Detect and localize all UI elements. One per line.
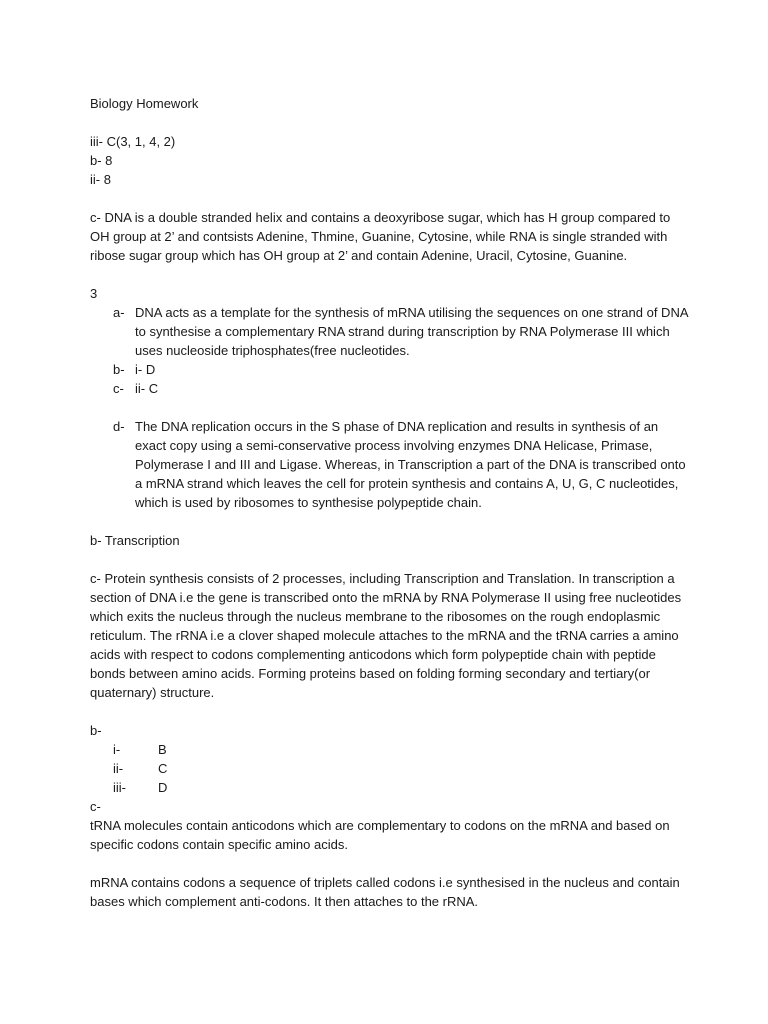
list-item bbox=[90, 379, 690, 398]
list-marker: b- bbox=[113, 362, 125, 377]
list-item bbox=[90, 303, 690, 360]
list-item bbox=[90, 360, 690, 379]
list-item-text: The DNA replication occurs in the S phase of DNA replication and results in synthesis of an exact copy using a semi-conservative process involving enzymes DNA Helicase, Primase, Polymerase I and III and Ligase. Whereas, in Transcription a part of the DNA is transcribed onto a mRNA strand which leaves the cell for protein synthesis and contains A, U, G, C nucleotides, which is used by ribosomes to synthesise polypeptide chain. bbox=[135, 419, 686, 510]
list-item-text: i- D bbox=[135, 362, 156, 377]
document-title: Biology Homework bbox=[90, 96, 199, 111]
list-item-text: DNA acts as a template for the synthesis of mRNA utilising the sequences on one strand of DNA to synthesise a complementary RNA strand during transcription by RNA Polymerase III which uses nucleoside triphosphates(free nucleotides. bbox=[135, 305, 688, 358]
paragraph-trna: tRNA molecules contain anticodons which are complementary to codons on the mRNA and based on specific codons contain specific amino acids. bbox=[90, 818, 670, 852]
list-marker: iii- bbox=[113, 780, 126, 795]
paragraph-dna-vs-rna: c- DNA is a double stranded helix and contains a deoxyribose sugar, which has H group compared to OH group at 2’ and contsists Adenine, Thmine, Guanine, Cytosine, while RNA is single stranded with ribose sugar group which has OH group at 2’ and contain Adenine, Uracil, Cytosine, Guanine. bbox=[90, 210, 671, 263]
section-label-c: c- bbox=[90, 799, 101, 814]
paragraph-mrna: mRNA contains codons a sequence of triplets called codons i.e synthesised in the nucleus and contain bases which complement anti-codons. It then attaches to the rRNA. bbox=[90, 875, 680, 909]
list-item-value: B bbox=[158, 742, 167, 757]
answer-line: iii- C(3, 1, 4, 2) bbox=[90, 134, 176, 149]
section-label-b: b- bbox=[90, 723, 102, 738]
list-marker: i- bbox=[113, 742, 121, 757]
list-item-value: C bbox=[158, 761, 168, 776]
paragraph-protein-synthesis: c- Protein synthesis consists of 2 processes, including Transcription and Translation. In transcription a section of DNA i.e the gene is transcribed onto the mRNA by RNA Polymerase II using free nucleotides which exits the nucleus through the nucleus membrane to the ribosomes on the rough endoplasmic reticulum. The rRNA i.e a clover shaped molecule attaches to the mRNA and the tRNA carries a amino acids with respect to codons complementing anticodons which form polypeptide chain with peptide bonds between amino acids. Forming proteins based on folding forming secondary and tertiary(or quaternary) structure. bbox=[90, 571, 682, 700]
list-item-value: D bbox=[158, 780, 168, 795]
list-item bbox=[90, 778, 690, 797]
answer-transcription: b- Transcription bbox=[90, 533, 180, 548]
answer-line: ii- 8 bbox=[90, 172, 111, 187]
list-marker: c- bbox=[113, 381, 124, 396]
list-marker: d- bbox=[113, 419, 125, 434]
section-number: 3 bbox=[90, 286, 98, 301]
document-body bbox=[90, 94, 690, 911]
list-item-text: ii- C bbox=[135, 381, 159, 396]
list-item bbox=[90, 759, 690, 778]
list-marker: a- bbox=[113, 305, 125, 320]
list-marker: ii- bbox=[113, 761, 124, 776]
list-item bbox=[90, 417, 690, 512]
answer-line: b- 8 bbox=[90, 153, 113, 168]
list-item bbox=[90, 740, 690, 759]
